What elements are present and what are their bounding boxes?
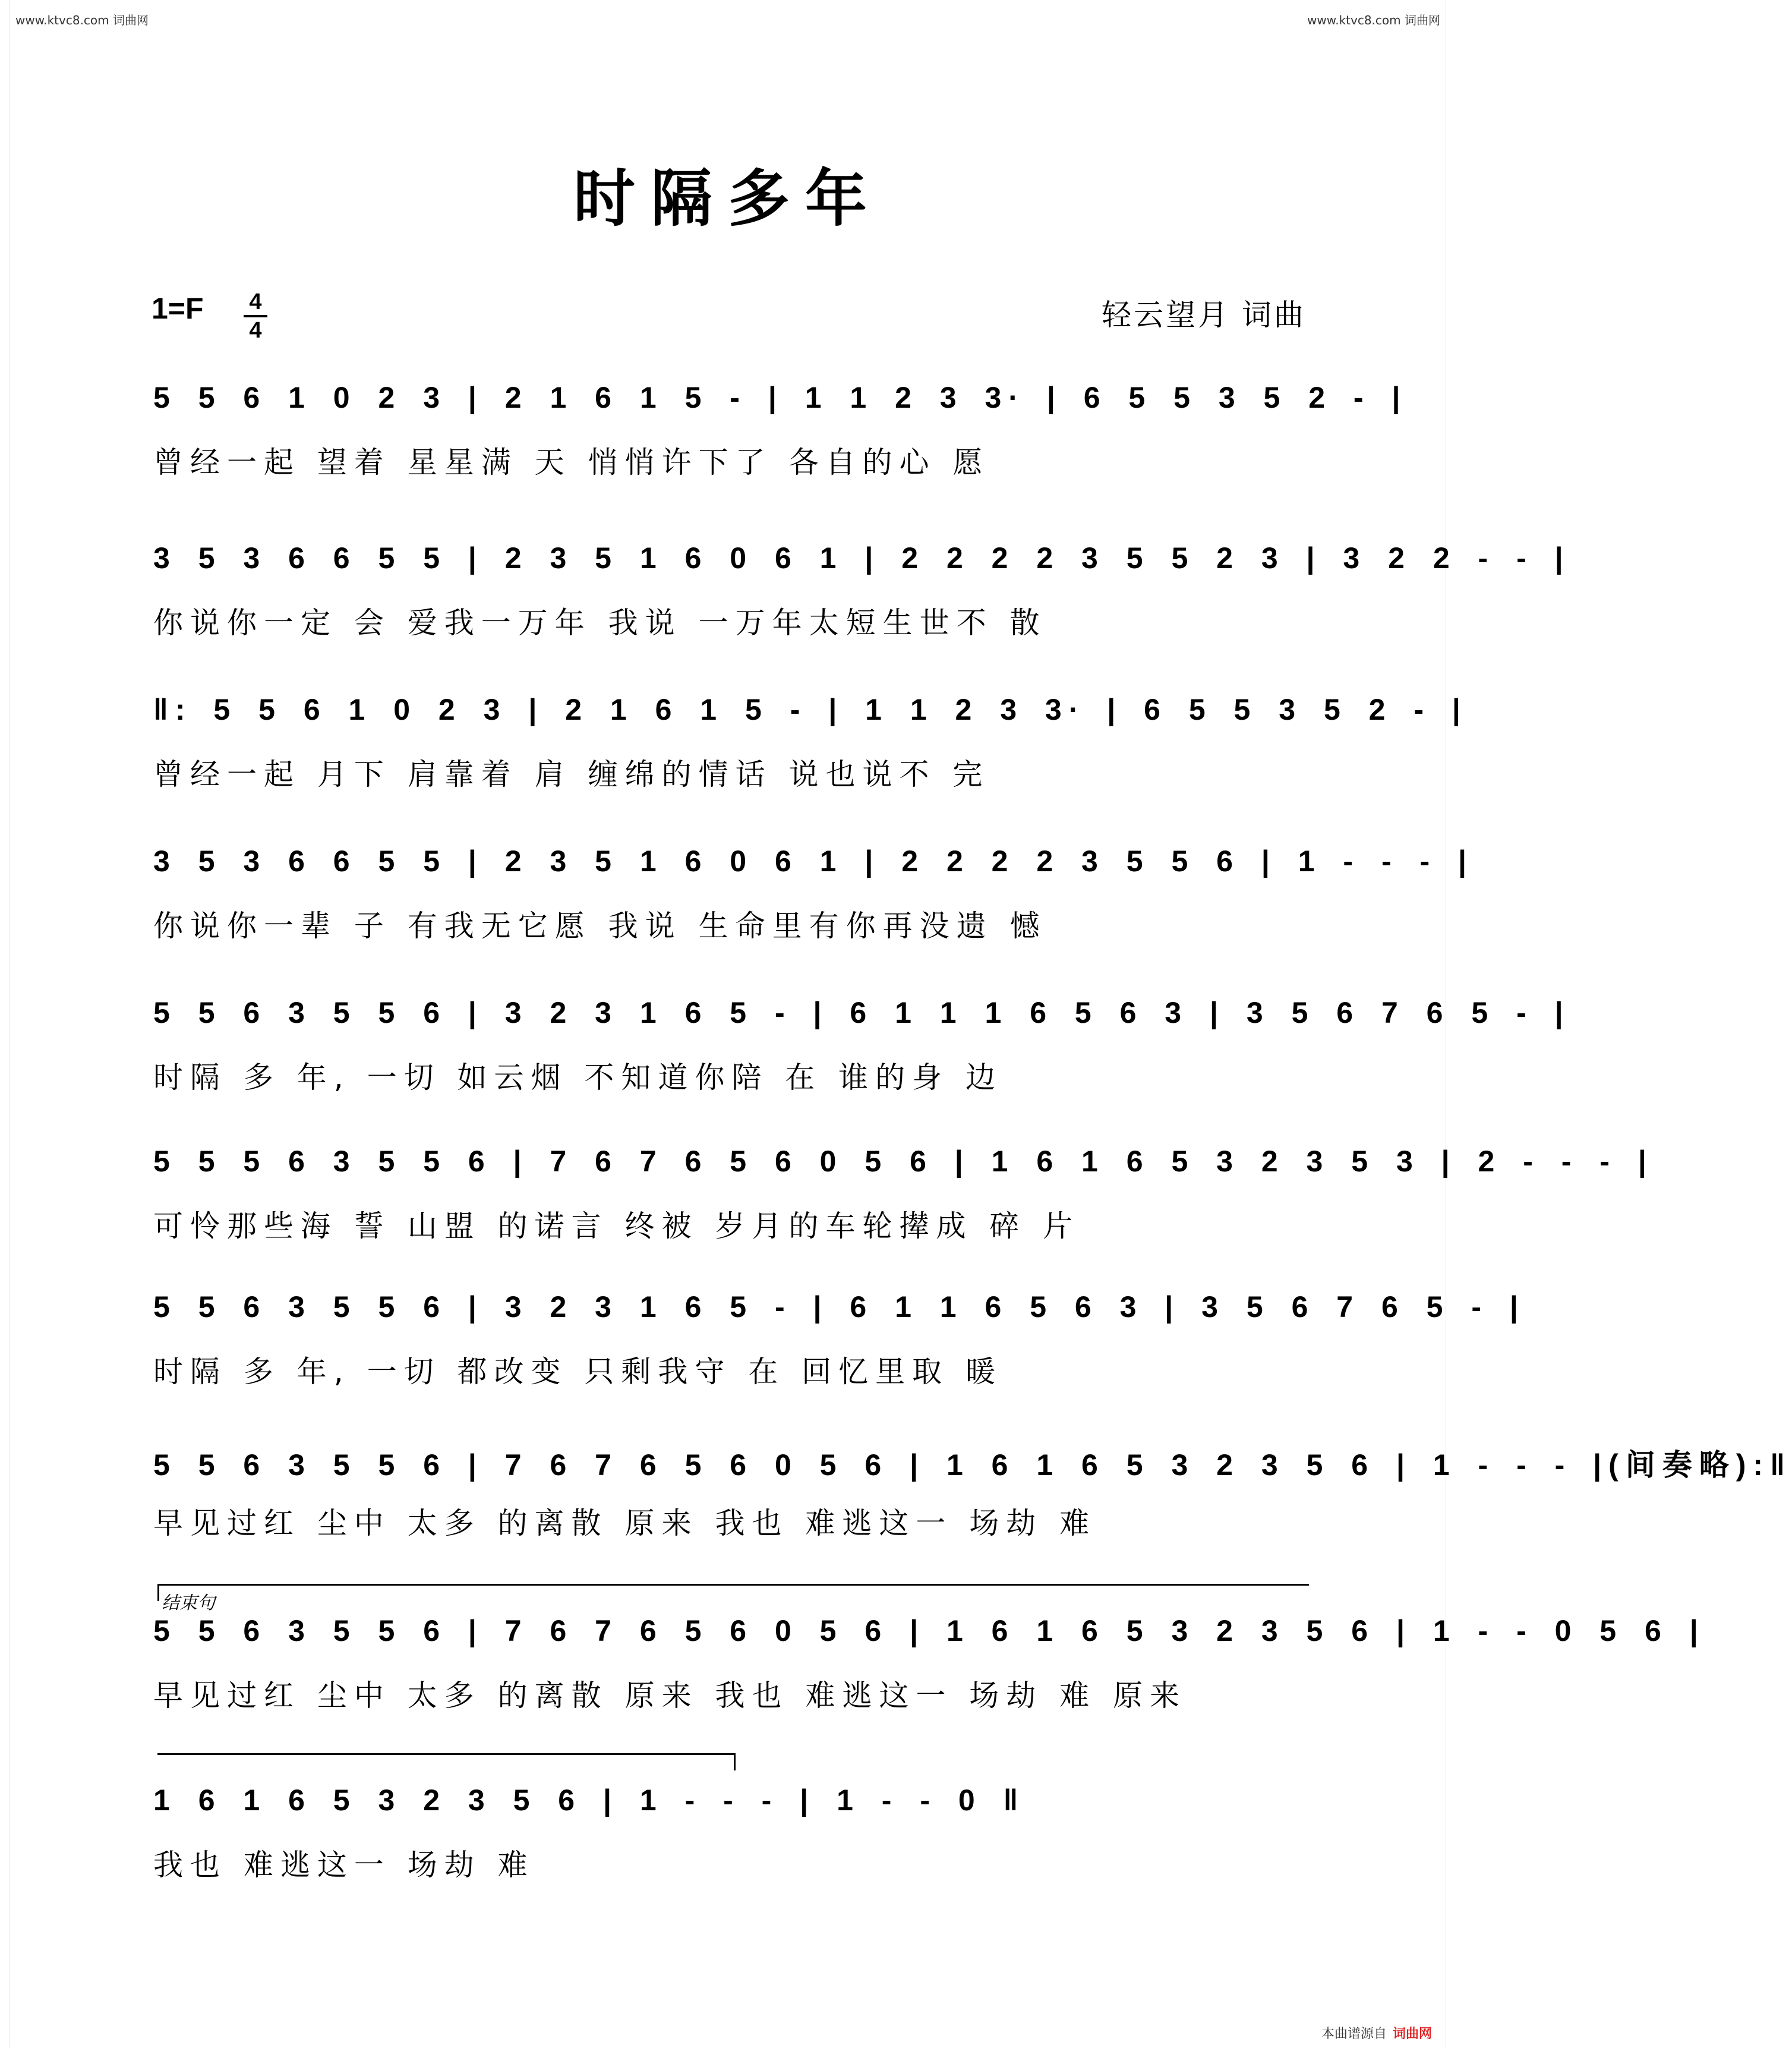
lyrics-row-8: 早见过红 尘中 太多 的离散 原来 我也 难逃这一 场劫 难 [153,1506,1097,1540]
lyrics-row-1: 曾经一起 望着 星星满 天 悄悄许下了 各自的心 愿 [153,445,990,480]
time-signature [244,290,267,342]
notes-text: 5 5 6 3 5 5 6 | 3 2 3 1 6 5 - | 6 1 1 6 5 6 3 | 3 5 6 7 6 5 - | [153,1290,1525,1324]
lyrics-row-5: 时隔 多 年, 一切 如云烟 不知道你陪 在 谁的身 边 [153,1060,1003,1095]
key-signature: 1=F [152,292,204,325]
score-row-5 [153,995,1570,1095]
score-row-4 [153,844,1474,944]
notes-row-7 [153,1290,1525,1337]
lyrics-row-9: 早见过红 尘中 太多 的离散 原来 我也 难逃这一 场劫 难 原来 [153,1678,1187,1713]
final-bracket [157,1753,736,1770]
score-row-1 [153,380,1408,480]
footer [1321,2024,1432,2042]
score-row-2 [153,541,1570,641]
author-credit: 轻云望月 词曲 [1102,298,1306,332]
site-watermark-left: www.ktvc8.com 词曲网 [15,13,149,27]
lyrics-row-3: 曾经一起 月下 肩靠着 肩 缠绵的情话 说也说不 完 [153,757,990,792]
lyrics-row-10: 我也 难逃这一 场劫 难 [153,1848,535,1882]
notes-text: 3 5 3 6 6 5 5 | 2 3 5 1 6 0 6 1 | 2 2 2 2 3 5 5 6 | 1 - - - | [153,845,1474,878]
notes-row-8 [153,1441,1792,1489]
score-row-6 [153,1144,1654,1244]
notes-text: 5 5 6 3 5 5 6 | 7 6 7 6 5 6 0 5 6 | 1 6 1 6 5 3 2 3 5 6 | 1 - - - |(间奏略):‖ [153,1448,1792,1482]
notes-text: 5 5 5 6 3 5 5 6 | 7 6 7 6 5 6 0 5 6 | 1 6 1 6 5 3 2 3 5 3 | 2 - - - | [153,1145,1654,1178]
footer-logo: 词曲网 [1392,2027,1432,2041]
score-row-9 [153,1614,1705,1713]
time-signature-top: 4 [249,289,262,314]
notes-row-3 [153,692,1468,740]
ending-bracket [157,1584,1309,1601]
notes-row-4 [153,844,1474,891]
notes-text: 5 5 6 1 0 2 3 | 2 1 6 1 5 - | 1 1 2 3 3· | 6 5 5 3 5 2 - | [153,381,1408,414]
song-title: 时隔多年 [573,162,882,235]
lyrics-row-6: 可怜那些海 誓 山盟 的诺言 终被 岁月的车轮撵成 碎 片 [153,1209,1080,1243]
score-row-10 [153,1783,1318,1883]
notes-row-2 [153,541,1570,588]
notes-row-1 [153,380,1408,428]
left-margin-strip [0,0,10,2048]
footer-text: 本曲谱源自 [1321,2027,1387,2041]
notes-row-9 [153,1614,1705,1661]
notes-row-5 [153,995,1570,1043]
notes-text: ‖: 5 5 6 1 0 2 3 | 2 1 6 1 5 - | 1 1 2 3 3· | 6 5 5 3 5 2 - | [153,693,1468,726]
notes-text: 3 5 3 6 6 5 5 | 2 3 5 1 6 0 6 1 | 2 2 2 2 3 5 5 2 3 | 3 2 2 - - | [153,541,1570,575]
ending-label: 结束句 [162,1593,215,1613]
lyrics-row-2: 你说你一定 会 爱我一万年 我说 一万年太短生世不 散 [153,606,1047,640]
time-signature-line [244,315,267,317]
notes-text: 5 5 6 3 5 5 6 | 3 2 3 1 6 5 - | 6 1 1 1 6 5 6 3 | 3 5 6 7 6 5 - | [153,996,1570,1029]
lyrics-row-4: 你说你一辈 子 有我无它愿 我说 生命里有你再没遗 憾 [153,909,1047,943]
score-row-7 [153,1290,1525,1390]
notes-row-6 [153,1144,1654,1192]
time-signature-bottom: 4 [249,318,262,343]
notes-text: 5 5 6 3 5 5 6 | 7 6 7 6 5 6 0 5 6 | 1 6 1 6 5 3 2 3 5 6 | 1 - - 0 5 6 | [153,1614,1705,1647]
notes-row-10 [153,1783,1318,1830]
notes-text: 1 6 1 6 5 3 2 3 5 6 | 1 - - - | 1 - - 0 ‖ [153,1784,1026,1817]
score-row-8 [153,1441,1792,1541]
lyrics-row-7: 时隔 多 年, 一切 都改变 只剩我守 在 回忆里取 暖 [153,1354,1003,1389]
site-watermark-right: www.ktvc8.com 词曲网 [1307,13,1440,27]
score-row-3 [153,692,1468,792]
